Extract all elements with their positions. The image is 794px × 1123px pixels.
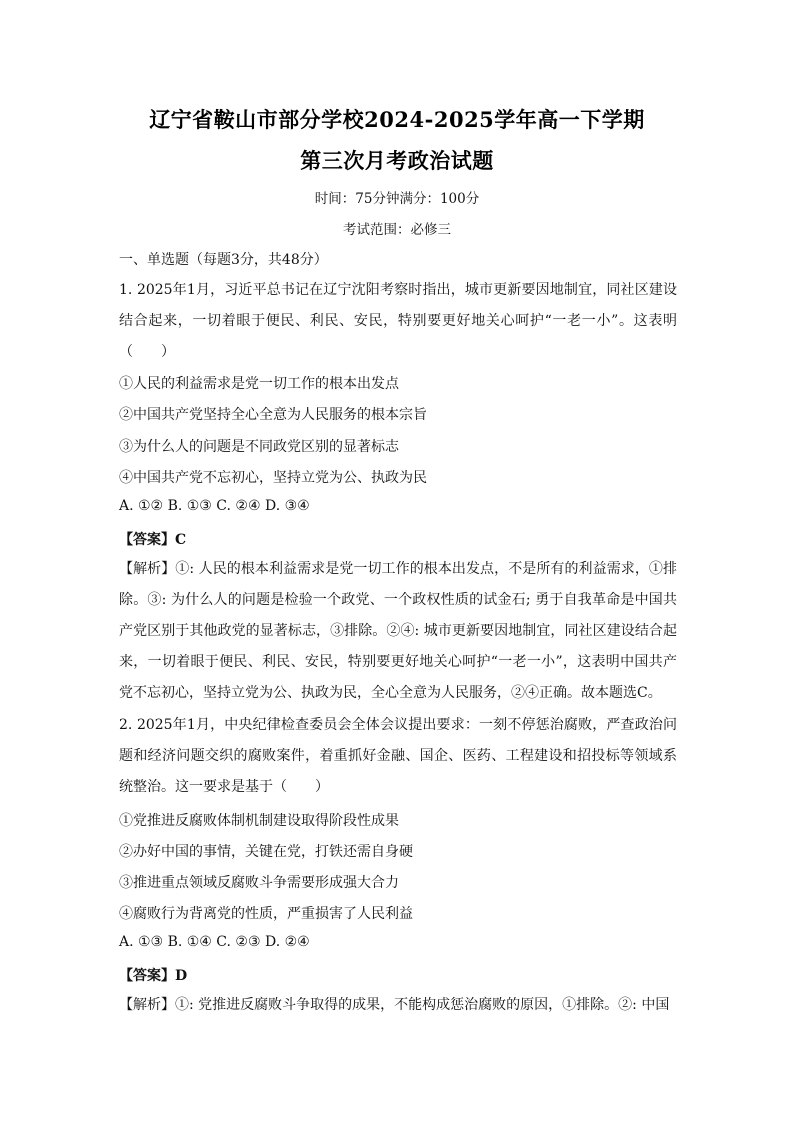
exam-scope: 考试范围：必修三 [343, 222, 451, 238]
question-2-option-2: ②办好中国的事情，关键在党，打铁还需自身硬 [119, 844, 413, 860]
question-2-answer: 【答案】D [119, 968, 188, 984]
question-2-option-3: ③推进重点领域反腐败斗争需要形成强大合力 [119, 875, 399, 891]
question-1-option-2: ②中国共产党坚持全心全意为人民服务的根本宗旨 [119, 407, 427, 423]
question-2-option-4: ④腐败行为背离党的性质，严重损害了人民利益 [119, 906, 413, 922]
question-2-option-1: ①党推进反腐败体制机制建设取得阶段性成果 [119, 813, 399, 829]
question-1-analysis: 【解析】①: 人民的根本利益需求是党一切工作的根本出发点，不是所有的利益需求，①排除。③: 为什么人的问题是检验一个政党、一个政权性质的试金石; 勇于自我革命是中国共产党区别于其他政党的显著标志，③排除。②④: 城市更新要因地制宜，同社区建设结合起来，一切着眼于便民、利民、安民，特别要更好地关心呵护“一老一小”，这表明中国共产党不忘初心，坚持立党为公、执政为民，全心全意为人民服务，②④正确。故本题选C。 [119, 561, 677, 701]
question-1-option-1: ①人民的利益需求是党一切工作的根本出发点 [119, 376, 399, 392]
exam-title-line1: 辽宁省鞍山市部分学校2024-2025学年高一下学期 [149, 107, 645, 132]
section-header: 一、单选题（每题3分，共48分） [119, 252, 328, 268]
question-1-option-4: ④中国共产党不忘初心，坚持立党为公、执政为民 [119, 470, 427, 486]
exam-title-line2: 第三次月考政治试题 [300, 148, 494, 173]
question-1-answer: 【答案】C [119, 532, 187, 548]
question-1-option-3: ③为什么人的问题是不同政党区别的显著标志 [119, 439, 399, 455]
question-2-choices: A. ①③ B. ①④ C. ②③ D. ②④ [119, 934, 310, 950]
time-info: 时间：75分钟满分：100分 [314, 191, 480, 207]
question-1-stem: 1. 2025年1月，习近平总书记在辽宁沈阳考察时指出，城市更新要因地制宜，同社区建设结合起来，一切着眼于便民、利民、安民，特别要更好地关心呵护“一老一小”。这表明（ ） [119, 282, 677, 360]
question-2-analysis: 【解析】①: 党推进反腐败斗争取得的成果，不能构成惩治腐败的原因，①排除。②: 中国 [119, 997, 670, 1013]
question-2-stem: 2. 2025年1月，中央纪律检查委员会全体会议提出要求：一刻不停惩治腐败，严查政治问题和经济问题交织的腐败案件，着重抓好金融、国企、医药、工程建设和招投标等领域系统整治。这一要求是基于（ ） [119, 717, 677, 795]
question-1-choices: A. ①② B. ①③ C. ②④ D. ③④ [119, 498, 310, 514]
